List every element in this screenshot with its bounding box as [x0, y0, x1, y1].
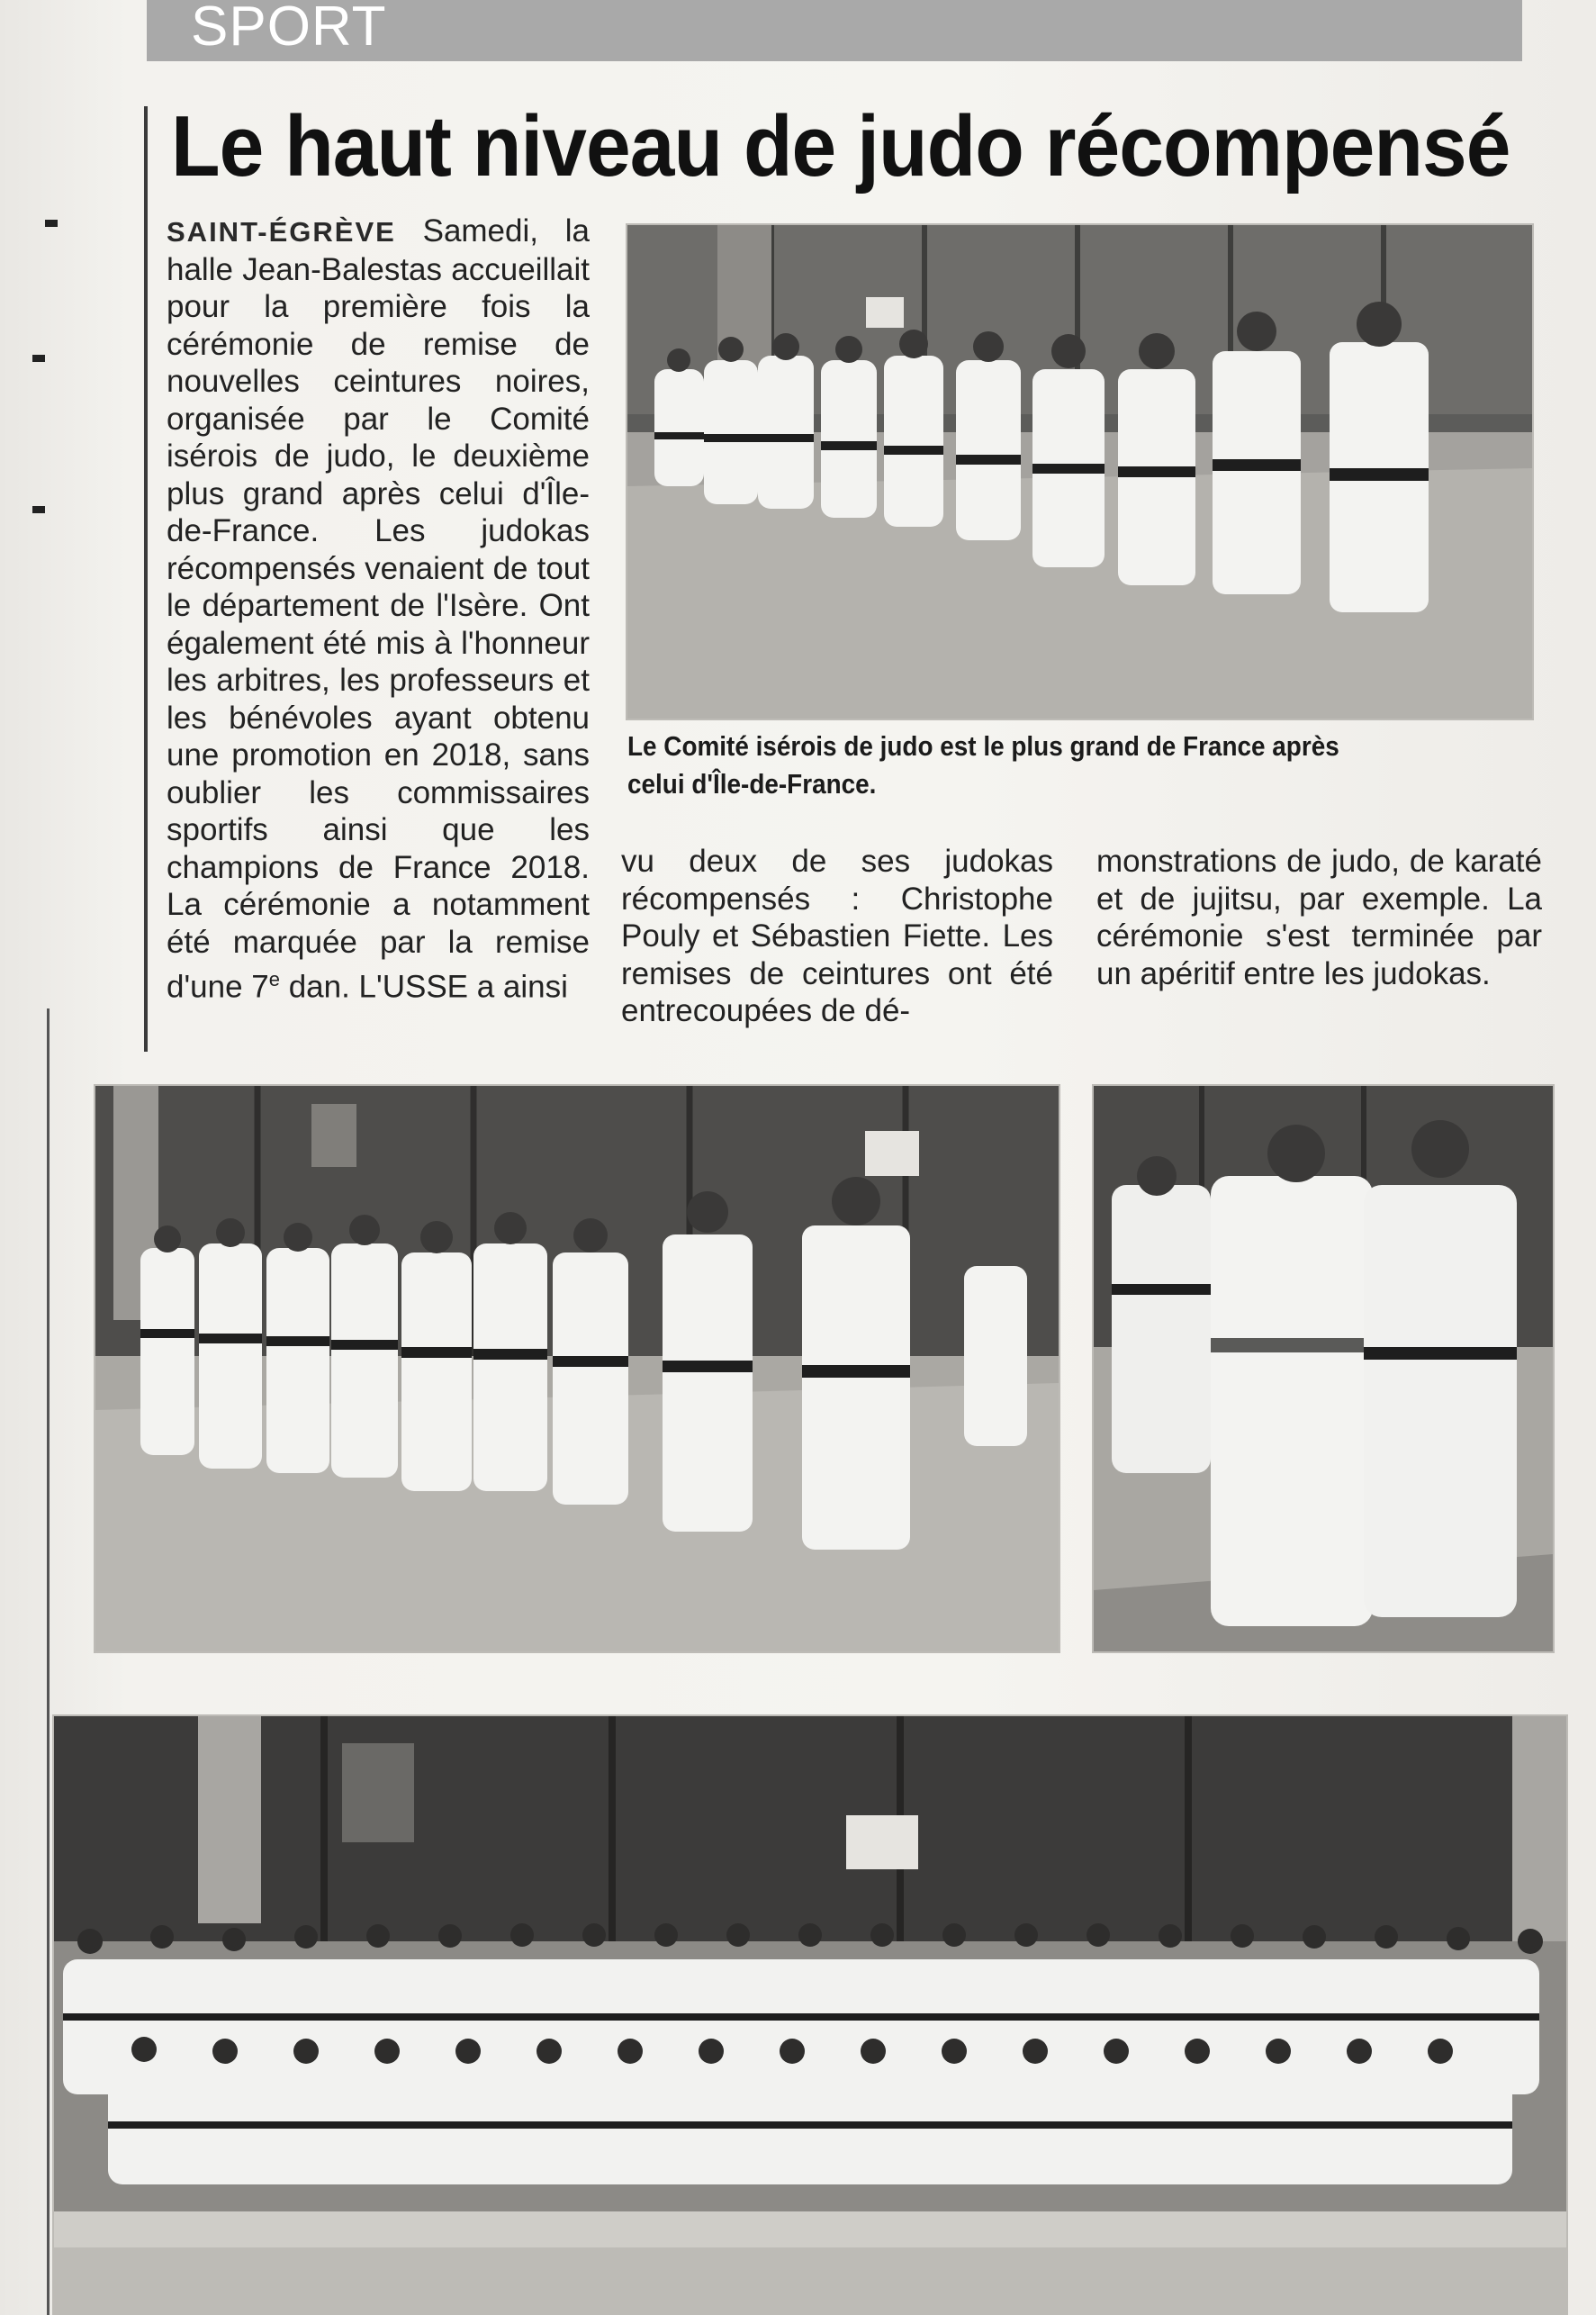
article-column-3: monstrations de judo, de karaté et de jujitsu, par exemple. La cérémonie s'est terminée par un apéritif entre les judokas. [1096, 844, 1542, 991]
article-column-1 [167, 213, 590, 1006]
column-rule [144, 106, 148, 1052]
article-col1-text: Samedi, la halle Jean-Balestas accueillait pour la première fois la cérémonie de remise de nouvelles ceintures noires, organisée par le Comité isérois de judo, le deuxième plus grand après celui d'Île-de-France. Les judokas récompensés venaient de tout le département de l'Isère. Ont également été mis à l'honneur les arbitres, les professeurs et les bénévoles ayant obtenu une promotion en 2018, sans oublier les commissaires sportifs ainsi que les champions de France 2018. La cérémonie a notamment été marquée par la remise d'une 7 [167, 213, 590, 1005]
section-label: SPORT [191, 0, 387, 58]
photo-judokas-line-illustration [95, 1086, 1059, 1651]
photo-belt-handover [1094, 1086, 1553, 1651]
photo-group-ceremony [54, 1716, 1566, 2315]
article-column-2: vu deux de ses judokas récompensés : Christophe Pouly et Sébastien Fiette. Les remises de ceintures ont été entrecoupées de dé- [621, 844, 1053, 1028]
article-dateline: SAINT-ÉGRÈVE [167, 216, 396, 248]
photo-judokas-bowing-illustration [627, 225, 1532, 719]
margin-mark [45, 220, 58, 227]
article-col1-tail: dan. L'USSE a ainsi [279, 969, 568, 1005]
photo-caption: Le Comité isérois de judo est le plus grand de France après celui d'Île-de-France. [627, 730, 1339, 800]
photo-group-ceremony-illustration [54, 1716, 1566, 2315]
photo-judokas-line [95, 1086, 1059, 1651]
page-edge-rule [47, 1008, 50, 2315]
photo-judokas-bowing [627, 225, 1532, 719]
margin-mark [32, 355, 45, 362]
article-headline: Le haut niveau de judo récompensé [171, 98, 1510, 194]
superscript-e: e [268, 968, 280, 990]
margin-mark [32, 506, 45, 513]
photo-belt-handover-illustration [1094, 1086, 1553, 1651]
